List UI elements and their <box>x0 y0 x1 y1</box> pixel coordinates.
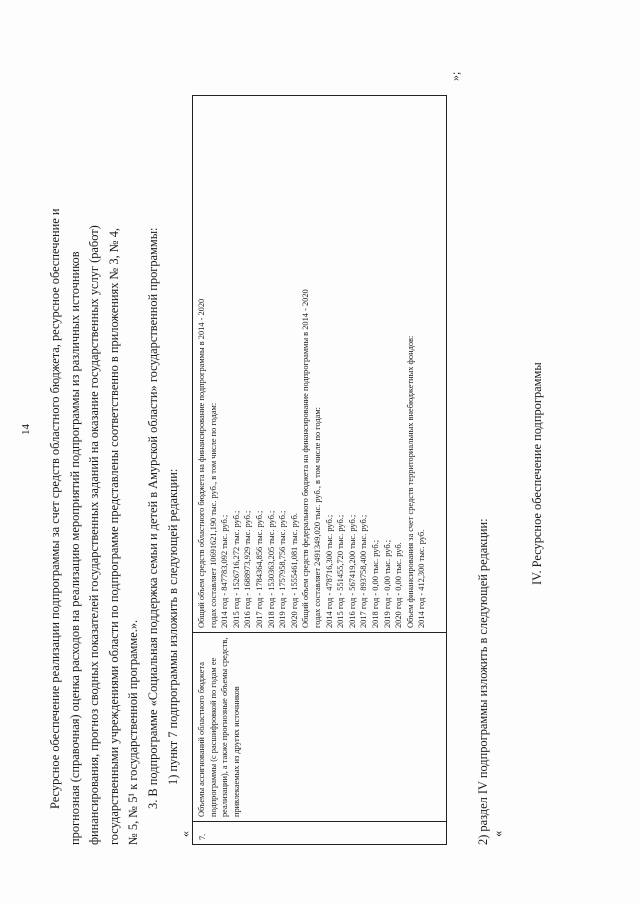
row-number: 7. <box>198 833 207 840</box>
content-line: 2017 год - 893758,400 тыс. руб.; <box>359 514 369 628</box>
content-line: 2015 год - 1526716,272 тыс. руб.; <box>231 510 241 628</box>
content-line: 2017 год - 1784364,856 тыс. руб.; <box>254 510 264 628</box>
open-quote-2: « <box>491 830 505 837</box>
content-line: 2014 год - 412,300 тыс. руб. <box>417 529 427 628</box>
page-number: 14 <box>20 424 32 435</box>
content-line: 2020 год - 0,00 тыс. руб. <box>394 542 404 628</box>
paragraph-line: 3. В подпрограмме «Социальная поддержка семьи и детей в Амурской области» государственной программы: <box>145 227 160 809</box>
paragraph-line: 1) пункт 7 подпрограммы изложить в следующей редакции: <box>165 468 180 785</box>
section-heading: IV. Ресурсное обеспечение подпрограммы <box>530 362 544 585</box>
content-line: 2020 год - 1555461,081 тыс. руб. <box>289 512 299 628</box>
content-line: 2019 год - 0,00 тыс. руб.; <box>382 539 392 628</box>
content-line: 2018 год - 1530363,205 тыс. руб.; <box>266 510 276 628</box>
open-quote: « <box>178 831 192 837</box>
paragraph-line: прогнозная (справочная) оценка расходов на реализацию мероприятий подпрограммы из различных источников <box>67 251 82 845</box>
row-content <box>193 96 431 632</box>
row-number-cell <box>193 821 446 844</box>
content-line: годах составляет 2491349,020 тыс. руб., в том числе по годам: <box>312 407 322 628</box>
content-line: 2014 год - 847783,092 тыс. руб.; <box>220 514 230 628</box>
content-line: 2016 год - 567419,200 тыс. руб.; <box>347 514 357 628</box>
content-line: 2019 год - 1757958,756 тыс. руб.; <box>278 510 288 628</box>
subprogram-table <box>192 95 447 845</box>
section-instruction <box>476 518 506 845</box>
row-label: Объемы ассигнований областного бюджета подпрограммы (с расшифровкой по годам ее реализации), а также прогнозные объемы средств, привлекаемых из других источников <box>197 637 241 817</box>
paragraph-line: Ресурсное обеспечение реализации подпрограммы за счет средств областного бюджета, ресурсное обеспечение и <box>48 208 62 809</box>
paragraph-line: финансирования, прогноз сводных показателей государственных заданий на оказание государственных услуг (работ) <box>87 225 102 845</box>
content-line: Объем финансирования за счет средств территориальных внебюджетных фондов: <box>405 335 415 628</box>
content-line: 2018 год - 0,00 тыс. руб.; <box>370 539 380 628</box>
row-content-cell <box>193 96 446 632</box>
content-line: Общий объем средств областного бюджета на финансирование подпрограммы в 2014 - 2020 <box>197 298 206 628</box>
close-quote: »; <box>448 71 462 81</box>
section-instruction-text: 2) раздел IV подпрограммы изложить в следующей редакции: <box>476 518 490 845</box>
content-line: Общий объем средств федерального бюджета на финансирование подпрограммы в 2014 - 2020 <box>301 289 311 628</box>
content-line: годах составляет 10691621,190 тыс. руб., в том числе по годам: <box>208 402 218 628</box>
content-line: 2014 год - 478716,300 тыс. руб.; <box>324 514 334 628</box>
paragraph-line: № 5, № 5¹ к государственной программе.». <box>126 619 141 845</box>
row-label-cell <box>193 632 446 821</box>
content-line: 2015 год - 551455,720 тыс. руб.; <box>336 514 346 628</box>
body-paragraph <box>46 45 183 845</box>
paragraph-line: государственными учреждениями области по подпрограмме представлены соответственно в приложениях № 3, № 4, <box>106 227 121 845</box>
content-line: 2016 год - 1688973,929 тыс. руб.; <box>243 510 253 628</box>
